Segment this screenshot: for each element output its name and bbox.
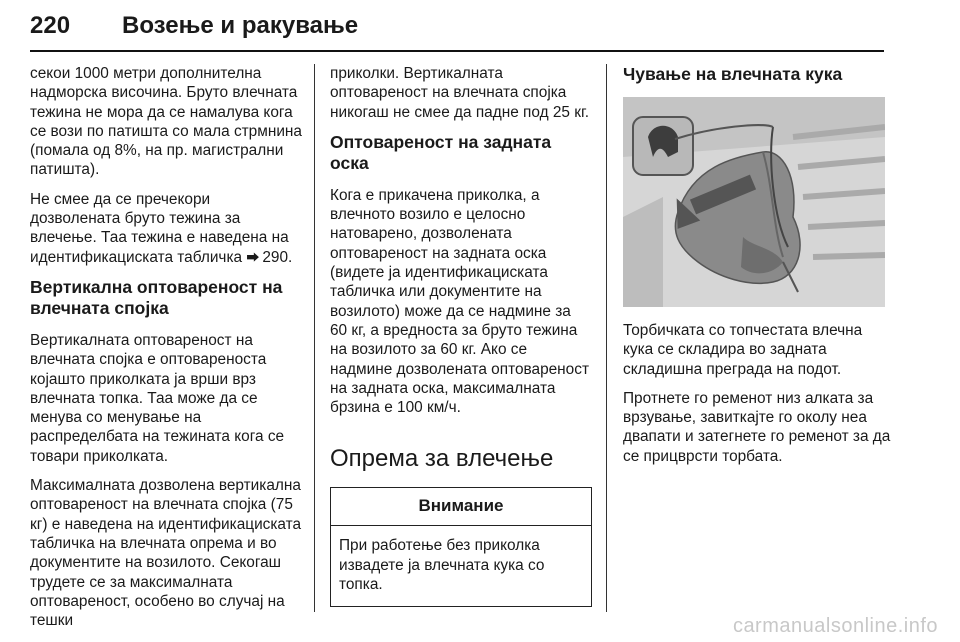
warning-title: Внимание [331, 488, 591, 526]
paragraph: секои 1000 метри дополнителна надморска височина. Бруто влечната тежина не мора да се намалува кога се вози по патишта со мала стрмнина (помала од 8%, на пр. магистрални патишта). [30, 65, 302, 179]
paragraph: Торбичката со топчестата влечна кука се складира во задната складишна преграда на подот. [623, 322, 863, 378]
warning-body: При работење без приколка извадете ја влечната кука со топка. [339, 537, 545, 594]
paragraph: Вертикалната оптовареност на влечната спојка е оптовареноста којашто приколката ја врши врз влечната топка. Таа може да се менува со менување на распределбата на тежината кога се товари приколката. [30, 331, 285, 465]
section-heading: Вертикална оптовареност на влечната спојка [30, 276, 283, 318]
page-header [30, 12, 930, 46]
chapter-title: Возење и ракување [122, 12, 359, 39]
section-heading: Чување на влечната кука [623, 64, 843, 84]
header-divider [30, 50, 884, 52]
towbar-bag-illustration [623, 97, 885, 307]
page-number: 220 [30, 12, 71, 39]
column-divider-2 [606, 64, 607, 612]
watermark: carmanualsonline.info [732, 615, 938, 637]
paragraph-with-reference: Не смее да се пречекори дозволената бруто тежина за влечење. Таа тежина е наведена на идентификациската табличка ⮕ 290. [30, 190, 293, 266]
paragraph: Максималната дозволена вертикална оптовареност на влечната спојка (75 кг) е наведена на идентификациската табличка на влечната опрема и во документите на возилото. Секогаш трудете се за максималната оптовареност, особено во случај на тешки [30, 477, 302, 630]
paragraph: приколки. Вертикалната оптовареност на влечната спојка никогаш не смее да падне под 25 кг. [330, 65, 590, 121]
paragraph: Протнете го ременот низ алката за врзување, завиткајте го околу неа двапати и затегнете го ременот за да се прицврсти торбата. [623, 389, 891, 465]
section-heading: Оптовареност на задната оска [330, 131, 552, 173]
column-2 [330, 64, 592, 607]
arrow-reference-icon: ⮕ [246, 249, 260, 265]
column-divider-1 [314, 64, 315, 612]
paragraph: Кога е прикачена приколка, а влечното возило е целосно натоварено, дозволената оптовареност на задната оска (видете ја идентификациската табличка или документите на возилото) може да се надмине за 60 кг, а вредноста за бруто тежина на возилото за 60 кг. Ако се надмине дозволената оптовареност на задната оска, максималната брзина е 100 км/ч. [330, 186, 589, 417]
column-3 [623, 64, 893, 476]
chapter-section-title: Опрема за влечење [330, 445, 554, 473]
column-1 [30, 64, 302, 640]
warning-box [330, 487, 592, 607]
page-reference-link[interactable]: 290. [262, 248, 293, 266]
